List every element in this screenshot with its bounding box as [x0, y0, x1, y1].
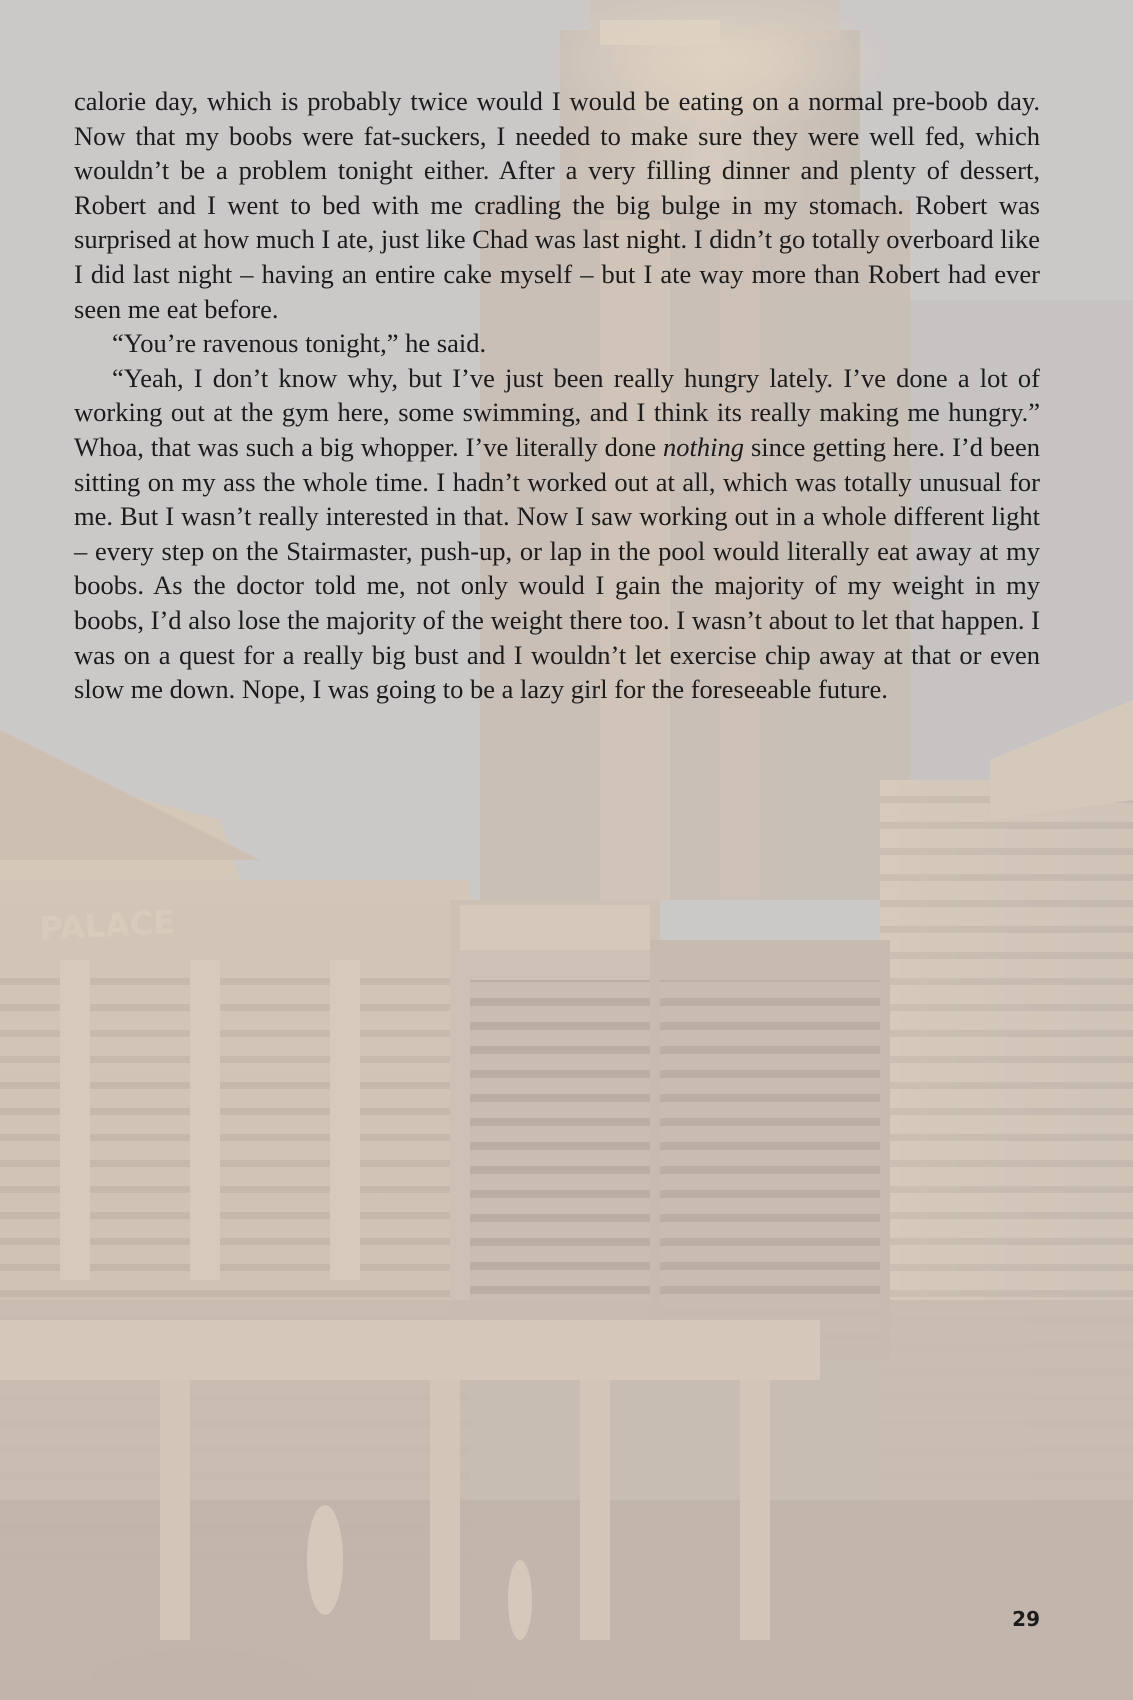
text-segment: “Yeah, I don’t know why, but I’ve just been really hungry lately. I’ve done a lot of working out at the gym here, some swimming, and I think its really making me hungry.” Whoa, that was such a big whopper. I’ve literally done	[74, 362, 1040, 462]
body-text	[74, 84, 1040, 707]
text-segment: calorie day, which is probably twice would I would be eating on a normal pre-boob day. Now that my boobs were fat-suckers, I needed to make sure they were well fed, which wouldn’t be a problem tonight either. After a very filling dinner and plenty of dessert, Robert and I went to bed with me cradling the big bulge in my stomach. Robert was surprised at how much I ate, just like Chad was last night. I didn’t go totally overboard like I did last night – having an entire cake myself – but I ate way more than Robert had ever seen me eat before.	[74, 86, 1040, 324]
paragraph	[74, 361, 1040, 707]
paragraph	[74, 326, 1040, 361]
italic-text: nothing	[663, 431, 745, 462]
text-segment: “You’re ravenous tonight,” he said.	[112, 328, 487, 359]
page-number: 29	[1012, 1607, 1040, 1631]
text-segment: since getting here. I’d been sitting on my ass the whole time. I hadn’t worked out at all, which was totally unusual for me. But I wasn’t really interested in that. Now I saw working out in a whole different light – every step on the Stairmaster, push-up, or lap in the pool would literally eat away at my boobs. As the doctor told me, not only would I gain the majority of my weight in my boobs, I’d also lose the majority of the weight there too. I wasn’t about to let that happen. I was on a quest for a really big bust and I wouldn’t let exercise chip away at that or even slow me down. Nope, I was going to be a lazy girl for the foreseeable future.	[74, 431, 1040, 705]
palace-sign-text: PALACE	[38, 902, 177, 948]
paragraph	[74, 84, 1040, 326]
